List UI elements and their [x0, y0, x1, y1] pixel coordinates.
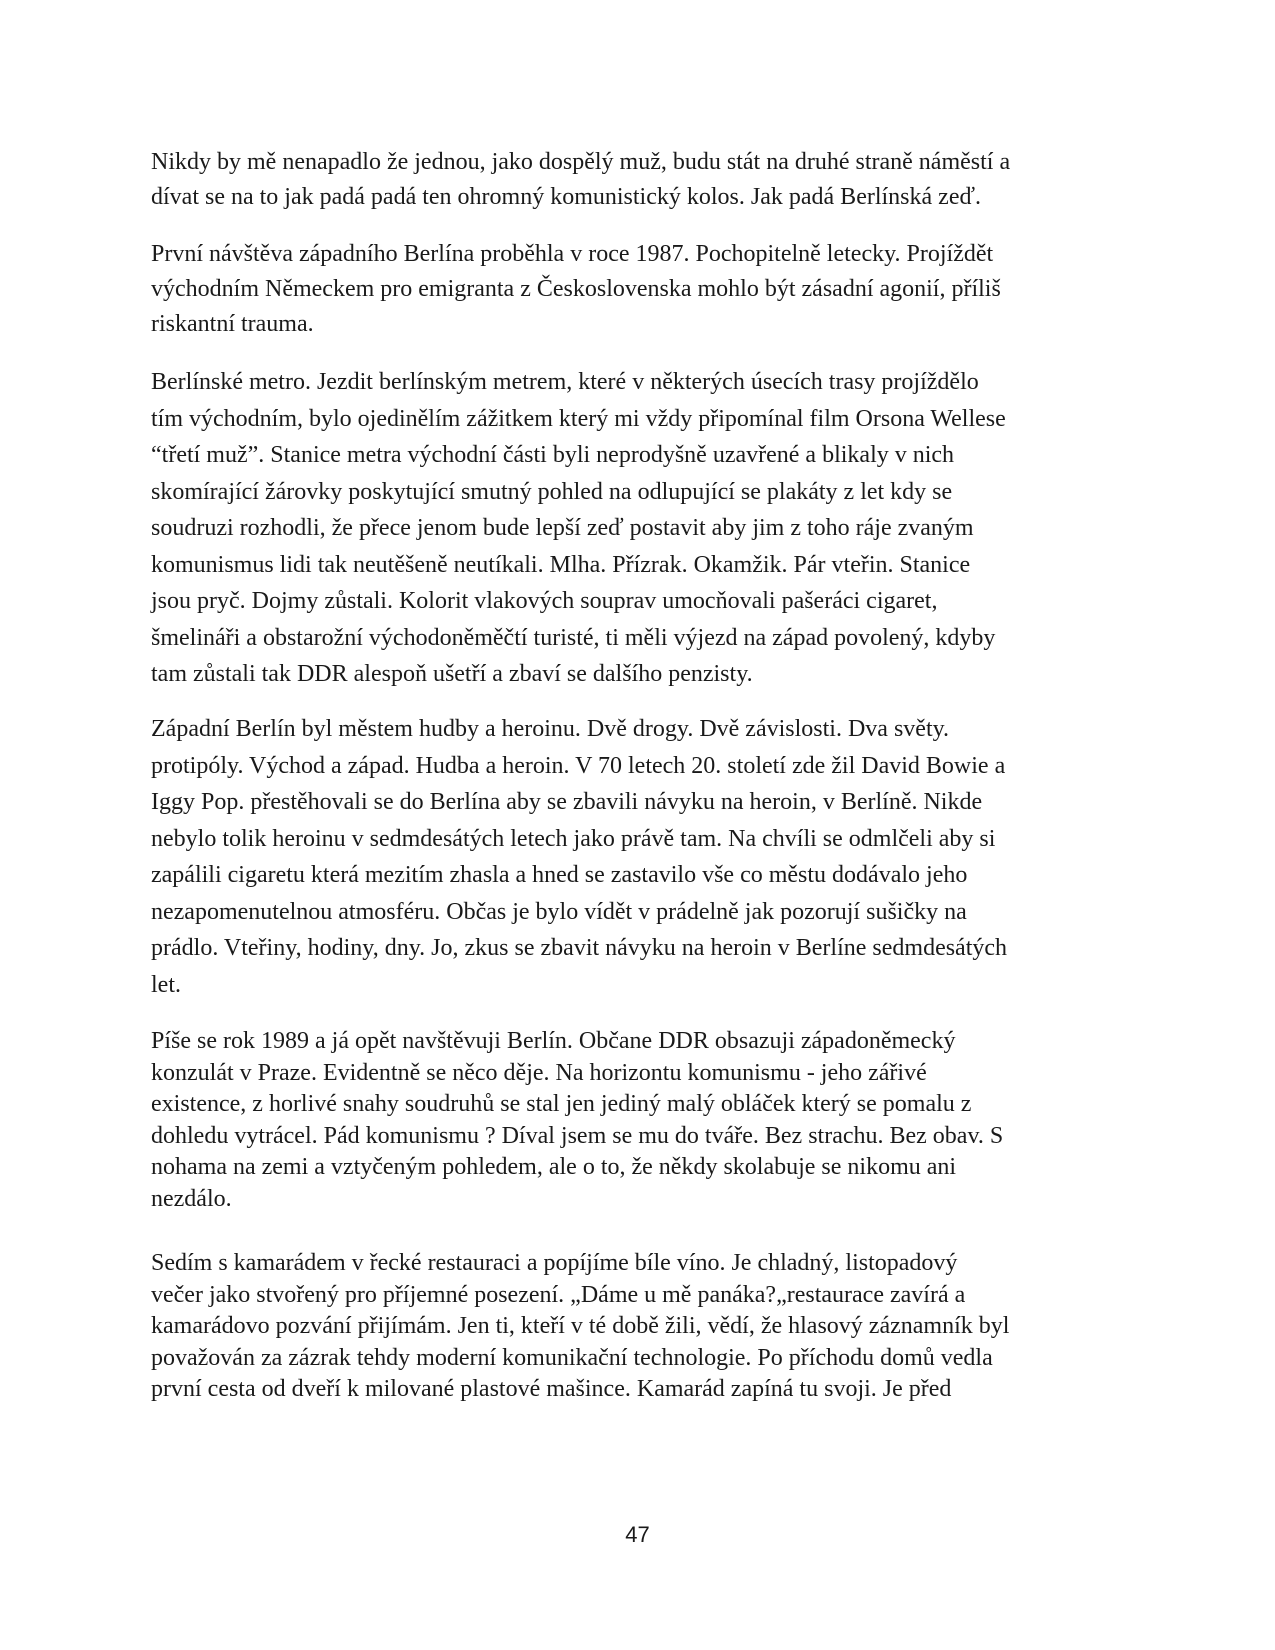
- text-line: dívat se na to jak padá padá ten ohromný komunistický kolos. Jak padá Berlínská zeď.: [151, 184, 981, 210]
- text-line: Píše se rok 1989 a já opět navštěvuji Berlín. Občane DDR obsazuji západoněmecký: [151, 1028, 956, 1054]
- text-line: jsou pryč. Dojmy zůstali. Kolorit vlakových souprav umocňovali pašeráci cigaret,: [151, 588, 938, 614]
- page-number: 47: [625, 1522, 650, 1547]
- text-line: nohama na zemi a vztyčeným pohledem, ale o to, že někdy skolabuje se nikomu ani: [151, 1154, 957, 1181]
- text-line: nezdálo.: [151, 1185, 232, 1212]
- text-line: tím východním, bylo ojedinělím zážitkem který mi vždy připomínal film Orsona Wellese: [151, 405, 1006, 432]
- paragraph-1: [151, 145, 1131, 215]
- text-line: východním Německem pro emigranta z Československa mohlo být zásadní agonií, příliš: [151, 276, 1001, 302]
- text-line: šmelináři a obstarožní východoněměčtí turisté, ti měli výjezd na západ povolený, kdyby: [151, 624, 996, 651]
- paragraph-6: [151, 1248, 1131, 1406]
- paragraph-5: [151, 1026, 1131, 1216]
- text-line: soudruzi rozhodli, že přece jenom bude lepší zeď postavit aby jim z toho ráje zvaným: [151, 515, 974, 541]
- text-line: “třetí muž”. Stanice metra východní části byli neprodyšně uzavřené a blikaly v nich: [151, 442, 955, 468]
- text-line: nezapomenutelnou atmosféru. Občas je bylo vídět v prádelně jak pozorují sušičky na: [151, 898, 967, 925]
- text-line: komunismus lidi tak neutěšeně neutíkali. Mlha. Přízrak. Okamžik. Pár vteřin. Stanice: [151, 551, 971, 578]
- text-line: protipóly. Východ a západ. Hudba a heroin. V 70 letech 20. století zde žil David Bowie a: [151, 752, 1006, 779]
- text-line: zapálili cigaretu která mezitím zhasla a hned se zastavilo vše co městu dodávalo jeho: [151, 862, 968, 888]
- text-line: večer jako stvořený pro příjemné posezení. „Dáme u mě panáka?„restaurace zavírá a: [151, 1281, 966, 1308]
- text-line: nebylo tolik heroinu v sedmdesátých letech jako právě tam. Na chvíli se odmlčeli aby si: [151, 825, 996, 852]
- text-line: prádlo. Vteřiny, hodiny, dny. Jo, zkus se zbavit návyku na heroin v Berlíne sedmdesátých: [151, 935, 1008, 961]
- text-line: dohledu vytrácel. Pád komunismu ? Díval jsem se mu do tváře. Bez strachu. Bez obav. S: [151, 1122, 1004, 1149]
- text-line: považován za zázrak tehdy moderní komunikační technologie. Po příchodu domů vedla: [151, 1344, 993, 1371]
- text-line: kamarádovo pozvání přijímám. Jen ti, kteří v té době žili, vědí, že hlasový záznamník byl: [151, 1313, 1010, 1340]
- text-line: Nikdy by mě nenapadlo že jednou, jako dospělý muž, budu stát na druhé straně náměstí a: [151, 149, 1011, 175]
- text-line: tam zůstali tak DDR alespoň ušetří a zbaví se dalšího penzisty.: [151, 661, 753, 687]
- text-line: riskantní trauma.: [151, 311, 314, 337]
- paragraph-4: [151, 711, 1131, 1003]
- text-line: Západní Berlín byl městem hudby a heroinu. Dvě drogy. Dvě závislosti. Dva světy.: [151, 716, 950, 742]
- text-line: první cesta od dveří k milované plastové mašince. Kamarád zapíná tu svoji. Je před: [151, 1376, 952, 1403]
- text-line: Sedím s kamarádem v řecké restauraci a popíjíme bíle víno. Je chladný, listopadový: [151, 1250, 958, 1276]
- paragraph-2: [151, 237, 1131, 342]
- text-line: Iggy Pop. přestěhovali se do Berlína aby se zbavili návyku na heroin, v Berlíně. Nikde: [151, 789, 983, 815]
- paragraph-3: [151, 364, 1131, 693]
- text-line: konzulát v Praze. Evidentně se něco děje. Na horizontu komunismu - jeho zářivé: [151, 1059, 927, 1086]
- text-line: let.: [151, 971, 181, 998]
- text-line: První návštěva západního Berlína proběhla v roce 1987. Pochopitelně letecky. Projíždět: [151, 241, 994, 267]
- text-line: skomírající žárovky poskytující smutný pohled na odlupující se plakáty z let kdy se: [151, 478, 953, 505]
- text-line: Berlínské metro. Jezdit berlínským metrem, které v některých úsecích trasy projíždělo: [151, 369, 979, 395]
- text-line: existence, z horlivé snahy soudruhů se stal jen jediný malý obláček který se pomalu z: [151, 1091, 972, 1118]
